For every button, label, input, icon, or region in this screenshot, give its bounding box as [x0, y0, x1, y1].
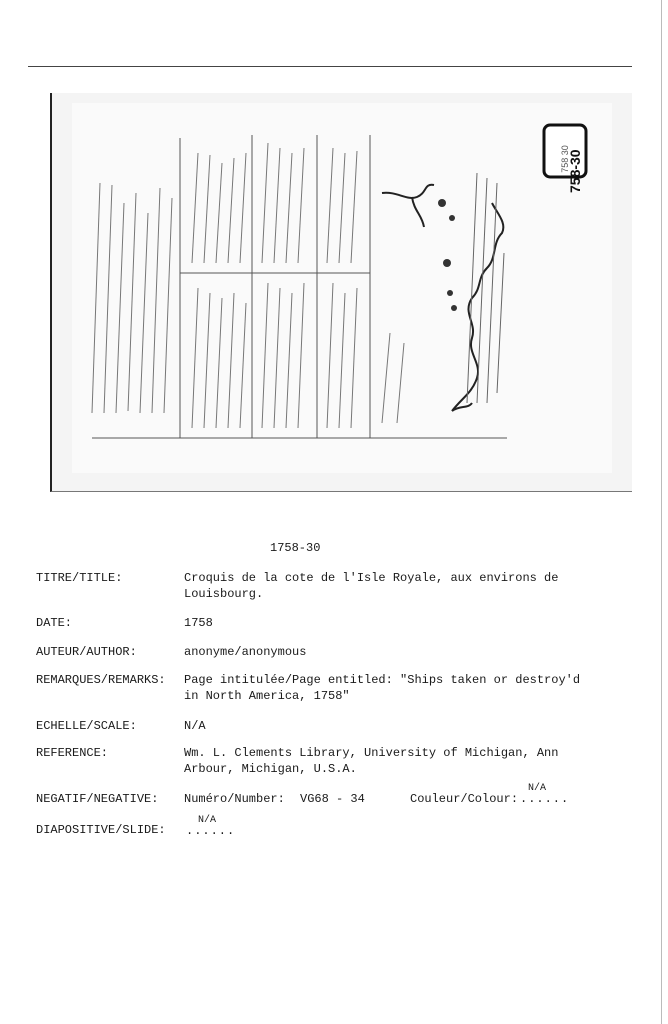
- page-edge: [661, 0, 662, 1024]
- negative-number-label: Numéro/Number:: [184, 792, 285, 806]
- remarks-line-2: in North America, 1758": [184, 689, 350, 703]
- colour-dots: ......: [520, 792, 570, 806]
- title-label: TITRE/TITLE:: [36, 571, 123, 585]
- remarks-label: REMARQUES/REMARKS:: [36, 673, 166, 687]
- reference-label: REFERENCE:: [36, 746, 109, 760]
- date-value: 1758: [184, 616, 213, 630]
- slide-value: N/A: [198, 815, 217, 826]
- slide-label: DIAPOSITIVE/SLIDE:: [36, 823, 166, 837]
- date-label: DATE:: [36, 616, 73, 630]
- top-rule: [28, 66, 632, 67]
- author-value: anonyme/anonymous: [184, 645, 307, 659]
- negative-number-value: VG68 - 34: [300, 792, 365, 806]
- scale-label: ECHELLE/SCALE:: [36, 719, 137, 733]
- scale-value: N/A: [184, 719, 206, 733]
- negative-label: NEGATIF/NEGATIVE:: [36, 792, 159, 806]
- reference-line-2: Arbour, Michigan, U.S.A.: [184, 762, 357, 776]
- colour-label: Couleur/Colour:: [410, 792, 519, 806]
- slide-dots: ......: [186, 824, 236, 838]
- stamp-label: 758-30: [567, 149, 583, 193]
- colour-value: N/A: [528, 783, 547, 794]
- manuscript-photo: [50, 93, 632, 492]
- author-label: AUTEUR/AUTHOR:: [36, 645, 137, 659]
- title-line-2: Louisbourg.: [184, 587, 264, 601]
- remarks-line-1: Page intitulée/Page entitled: "Ships taken or destroy'd: [184, 673, 581, 687]
- catalog-number: 1758-30: [270, 541, 321, 555]
- stamp-box-label: 758 30: [560, 145, 570, 173]
- manuscript-illustration: [52, 93, 632, 491]
- title-line-1: Croquis de la cote de l'Isle Royale, aux environs de: [184, 571, 559, 585]
- reference-line-1: Wm. L. Clements Library, University of Michigan, Ann: [184, 746, 559, 760]
